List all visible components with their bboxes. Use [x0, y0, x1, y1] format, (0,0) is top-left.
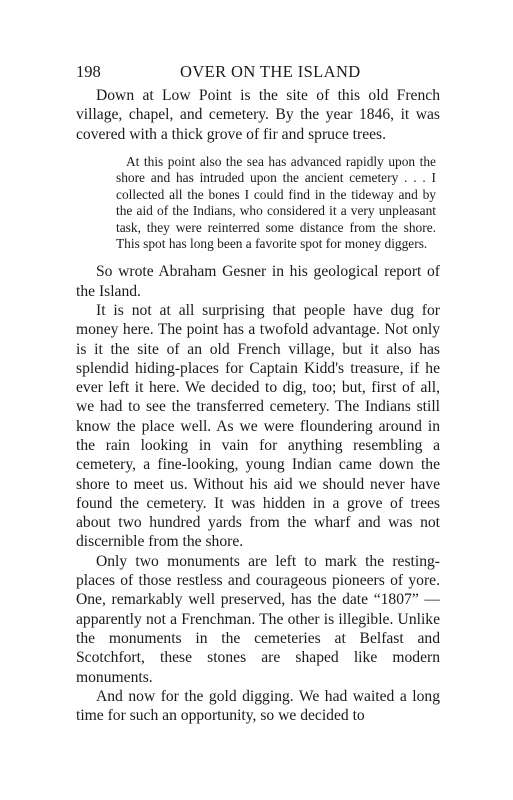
paragraph-digging: It is not at all surprising that people have dug for money here. The point has a twofold advantage. Not only is it the site of an old French village, but it also has splendid hiding-places for Captain Kidd's treasure, if he ever left it here. We decided to dig, too; but, first of all, we had to see the transferred cemetery. The Indians still know the place well. As we were floundering around in the rain looking in vain for anything resembling a cemetery, a fine-looking, young Indian came down the shore to meet us. Without his aid we should never have found the cemetery. It was hidden in a grove of trees about two hundred yards from the wharf and was not discernible from the shore.	[76, 301, 440, 551]
paragraph-monuments: Only two monuments are left to mark the resting-places of those restless and courageous pioneers of yore. One, remarkably well preserved, has the date “1807” —apparently not a Frenchman. The other is illegible. Unlike the monuments in the cemeteries at Belfast and Scotchfort, these stones are shaped like modern monuments.	[76, 552, 440, 686]
page-number: 198	[76, 62, 101, 81]
running-head: OVER ON THE ISLAND	[180, 62, 361, 81]
paragraph-gold-digging: And now for the gold digging. We had waited a long time for such an opportunity, so we decided to	[76, 687, 440, 725]
paragraph-gesner: So wrote Abraham Gesner in his geological report of the Island.	[76, 263, 440, 300]
block-quote: At this point also the sea has advanced rapidly upon the shore and has intruded upon the ancient cemetery . . . I collected all the bones I could find in the tideway and by the aid of the Indians, who considered it a very unpleasant task, they were reinterred some distance from the shore. This spot has long been a favorite spot for money diggers.	[116, 153, 436, 251]
page-header	[76, 61, 440, 83]
paragraph-low-point: Down at Low Point is the site of this old French village, chapel, and cemetery. By the year 1846, it was covered with a thick grove of fir and spruce trees.	[76, 87, 440, 143]
body-text	[76, 86, 440, 725]
